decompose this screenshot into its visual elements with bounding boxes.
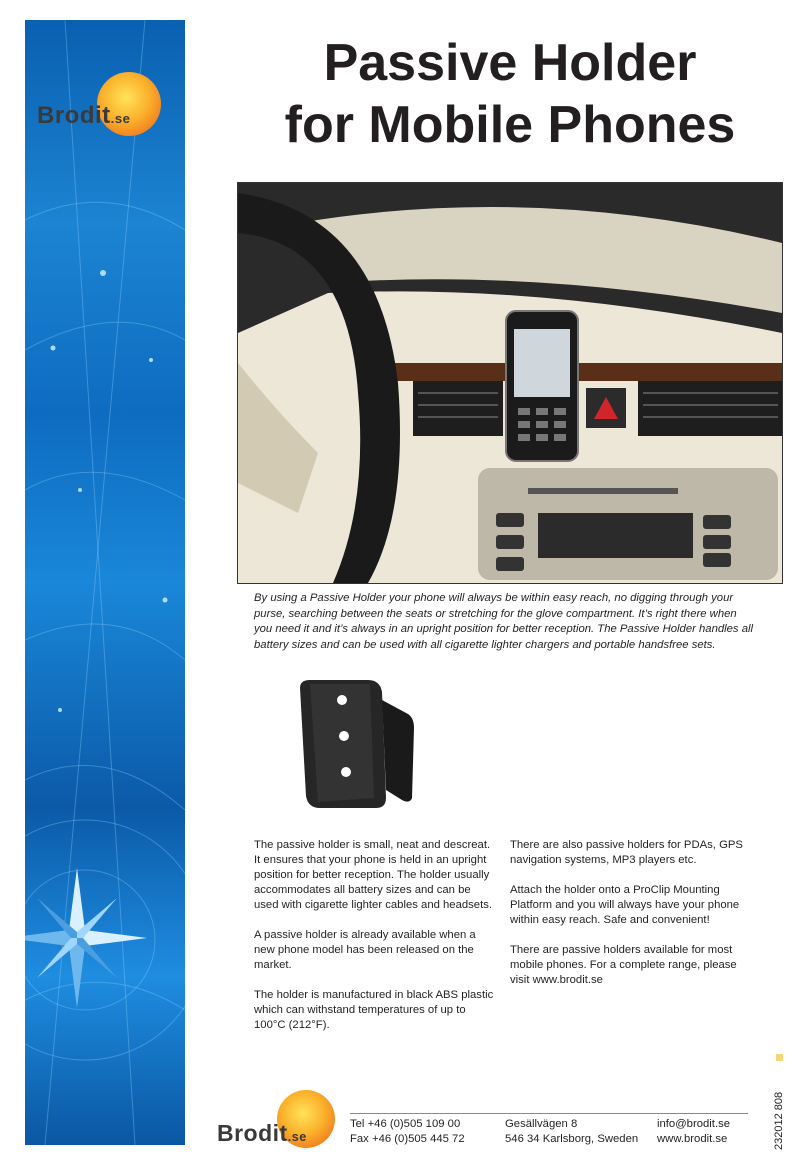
footer-email-link[interactable]: info@brodit.se	[657, 1118, 731, 1130]
footer-address-block	[505, 1117, 638, 1147]
title-line-1: Passive Holder	[323, 34, 697, 92]
document-number: 232012 808	[773, 1091, 785, 1150]
footer-street: Gesällvägen 8	[505, 1118, 578, 1130]
footer-fax: Fax +46 (0)505 445 72	[350, 1133, 465, 1145]
paragraph: There are also passive holders for PDAs, GPS navigation systems, MP3 players etc.	[510, 839, 743, 866]
car-dashboard-photo	[237, 182, 783, 584]
footer-contact-block	[657, 1117, 730, 1147]
passive-holder-image	[290, 678, 420, 813]
paragraph: There are passive holders available for most mobile phones. For a complete range, please visit www.brodit.se	[510, 944, 737, 986]
body-column-right	[510, 838, 750, 1003]
logo-wordmark: Brodit.se	[37, 102, 131, 129]
photo-caption: By using a Passive Holder your phone will always be within easy reach, no digging through your purse, searching between the seats or stretching for the glove compartment. It’s right there when you need it and it’s always in an upright position for better reception. The Passive Holder handles all battery sizes and can be used with all cigarette lighter chargers and portable handsfree sets.	[254, 592, 754, 651]
footer-city: 546 34 Karlsborg, Sweden	[505, 1133, 639, 1145]
compass-rose-graphic	[25, 20, 185, 1145]
footer-web-link[interactable]: www.brodit.se	[657, 1133, 728, 1145]
body-column-left	[254, 838, 494, 1048]
footer-tel: Tel +46 (0)505 109 00	[350, 1118, 461, 1130]
footer-phone-block	[350, 1117, 465, 1147]
holder-illustration	[290, 678, 420, 813]
footer-divider	[350, 1113, 748, 1114]
logo-wordmark: Brodit.se	[217, 1120, 307, 1146]
brodit-logo-top	[35, 72, 175, 142]
doc-number-marker	[776, 1054, 783, 1061]
paragraph: A passive holder is already available when a new phone model has been released on the market.	[254, 929, 476, 971]
brodit-logo-bottom	[215, 1090, 345, 1150]
paragraph: The holder is manufactured in black ABS plastic which can withstand temperatures of up to 100°C (212°F).	[254, 989, 494, 1031]
decorative-banner	[25, 20, 185, 1145]
page-title	[230, 32, 790, 156]
paragraph: The passive holder is small, neat and descreat. It ensures that your phone is held in an upright position for better reception. The holder usually accommodates all battery sizes and can be used with cigarette lighter cables and headsets.	[254, 839, 493, 911]
paragraph: Attach the holder onto a ProClip Mounting Platform and you will always have your phone within easy reach. Safe and convenient!	[510, 884, 740, 926]
dashboard-illustration	[238, 183, 782, 583]
title-line-2: for Mobile Phones	[284, 96, 736, 154]
